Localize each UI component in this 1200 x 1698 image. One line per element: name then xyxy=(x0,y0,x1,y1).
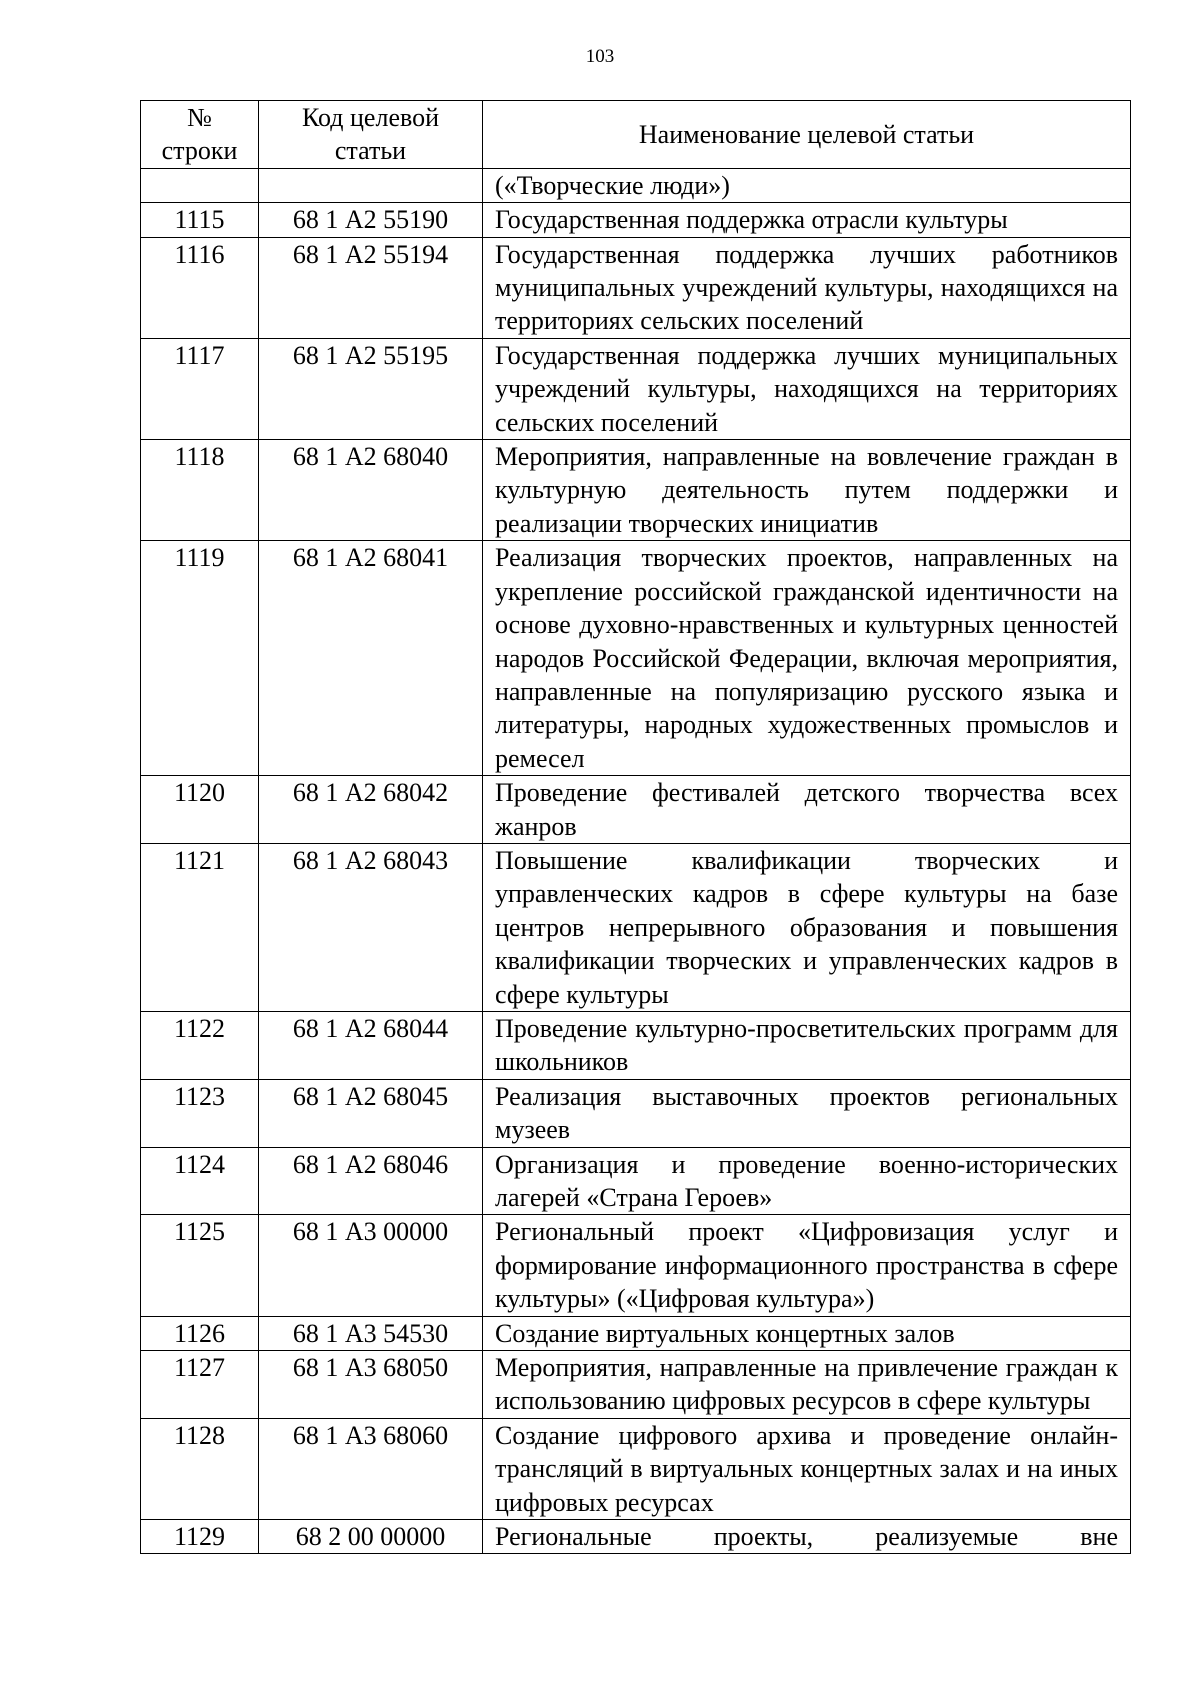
row-number-cell: 1126 xyxy=(141,1316,259,1350)
table-row xyxy=(141,1215,1131,1316)
article-name-cell: Повышение квалификации творческих и управленческих кадров в сфере культуры на базе центров непрерывного образования и повышения квалификации творческих и управленческих кадров в сфере культуры xyxy=(483,843,1131,1011)
row-number-cell: 1123 xyxy=(141,1079,259,1147)
article-name-cell: Региональные проекты, реализуемые вне xyxy=(483,1520,1131,1554)
article-name-cell: Проведение фестивалей детского творчества всех жанров xyxy=(483,776,1131,844)
article-code-cell: 68 1 А2 68045 xyxy=(259,1079,483,1147)
article-code-cell: 68 1 А2 68042 xyxy=(259,776,483,844)
row-number-cell: 1115 xyxy=(141,203,259,237)
article-name-cell: Государственная поддержка лучших муниципальных учреждений культуры, находящихся на территориях сельских поселений xyxy=(483,338,1131,439)
table-row xyxy=(141,1147,1131,1215)
header-article-name: Наименование целевой статьи xyxy=(483,101,1131,169)
article-code-cell: 68 2 00 00000 xyxy=(259,1520,483,1554)
article-name-cell: Проведение культурно-просветительских программ для школьников xyxy=(483,1011,1131,1079)
article-code-cell: 68 1 А2 68043 xyxy=(259,843,483,1011)
table-row xyxy=(141,168,1131,202)
article-code-cell: 68 1 А2 55194 xyxy=(259,237,483,338)
page-number: 103 xyxy=(585,46,615,67)
table-row xyxy=(141,1011,1131,1079)
row-number-cell: 1117 xyxy=(141,338,259,439)
article-name-cell: («Творческие люди») xyxy=(483,168,1131,202)
target-articles-table xyxy=(140,100,1131,1554)
article-code-cell: 68 1 А2 55190 xyxy=(259,203,483,237)
table-header xyxy=(141,101,1131,169)
article-name-cell: Создание цифрового архива и проведение онлайн-трансляций в виртуальных концертных залах и на иных цифровых ресурсах xyxy=(483,1418,1131,1519)
table-row xyxy=(141,1079,1131,1147)
article-code-cell: 68 1 А3 54530 xyxy=(259,1316,483,1350)
article-name-cell: Организация и проведение военно-исторических лагерей «Страна Героев» xyxy=(483,1147,1131,1215)
row-number-cell: 1120 xyxy=(141,776,259,844)
article-name-cell: Региональный проект «Цифровизация услуг и формирование информационного пространства в сфере культуры» («Цифровая культура») xyxy=(483,1215,1131,1316)
table-row xyxy=(141,1520,1131,1554)
article-code-cell: 68 1 А3 00000 xyxy=(259,1215,483,1316)
table-row xyxy=(141,440,1131,541)
header-row xyxy=(141,101,1131,169)
row-number-cell: 1125 xyxy=(141,1215,259,1316)
table-row xyxy=(141,843,1131,1011)
article-name-cell: Реализация выставочных проектов региональных музеев xyxy=(483,1079,1131,1147)
row-number-cell: 1128 xyxy=(141,1418,259,1519)
article-code-cell: 68 1 А2 68040 xyxy=(259,440,483,541)
row-number-cell: 1129 xyxy=(141,1520,259,1554)
article-code-cell: 68 1 А2 55195 xyxy=(259,338,483,439)
article-name-cell: Создание виртуальных концертных залов xyxy=(483,1316,1131,1350)
article-name-cell: Государственная поддержка отрасли культуры xyxy=(483,203,1131,237)
row-number-cell: 1121 xyxy=(141,843,259,1011)
row-number-cell: 1118 xyxy=(141,440,259,541)
article-code-cell: 68 1 А2 68046 xyxy=(259,1147,483,1215)
row-number-cell xyxy=(141,168,259,202)
table-row xyxy=(141,1316,1131,1350)
table-row xyxy=(141,1418,1131,1519)
header-article-code: Код целевой статьи xyxy=(259,101,483,169)
article-code-cell: 68 1 А3 68060 xyxy=(259,1418,483,1519)
table-body xyxy=(141,168,1131,1554)
article-code-cell: 68 1 А3 68050 xyxy=(259,1351,483,1419)
article-name-cell: Государственная поддержка лучших работников муниципальных учреждений культуры, находящихся на территориях сельских поселений xyxy=(483,237,1131,338)
table-row xyxy=(141,776,1131,844)
row-number-cell: 1122 xyxy=(141,1011,259,1079)
article-code-cell xyxy=(259,168,483,202)
row-number-cell: 1116 xyxy=(141,237,259,338)
row-number-cell: 1119 xyxy=(141,541,259,776)
article-code-cell: 68 1 А2 68041 xyxy=(259,541,483,776)
article-name-cell: Мероприятия, направленные на вовлечение граждан в культурную деятельность путем поддержки и реализации творческих инициатив xyxy=(483,440,1131,541)
article-name-cell: Реализация творческих проектов, направленных на укрепление российской гражданской идентичности на основе духовно-нравственных и культурных ценностей народов Российской Федерации, включая мероприятия, направленные на популяризацию русского языка и литературы, народных художественных промыслов и ремесел xyxy=(483,541,1131,776)
table-row xyxy=(141,1351,1131,1419)
table-row xyxy=(141,237,1131,338)
article-name-cell: Мероприятия, направленные на привлечение граждан к использованию цифровых ресурсов в сфере культуры xyxy=(483,1351,1131,1419)
article-code-cell: 68 1 А2 68044 xyxy=(259,1011,483,1079)
row-number-cell: 1127 xyxy=(141,1351,259,1419)
table-row xyxy=(141,541,1131,776)
header-row-number: № строки xyxy=(141,101,259,169)
row-number-cell: 1124 xyxy=(141,1147,259,1215)
table-row xyxy=(141,203,1131,237)
table-row xyxy=(141,338,1131,439)
